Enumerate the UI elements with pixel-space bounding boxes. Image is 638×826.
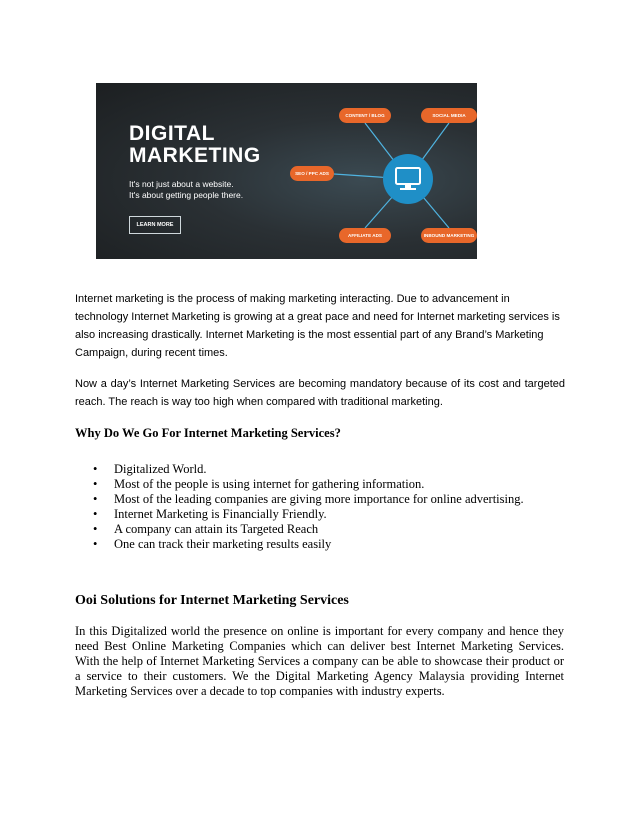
list-item: • Most of the leading companies are giving more importance for online advertising. [93, 492, 524, 507]
list-item: • Most of the people is using internet for gathering information. [93, 477, 524, 492]
section-heading-why: Why Do We Go For Internet Marketing Services? [75, 426, 341, 440]
pill-seo-ppc: SEO / PPC ADS [290, 166, 334, 181]
pill-affiliate-ads: AFFILIATE ADS [339, 228, 391, 243]
pill-social-media: SOCIAL MEDIA [421, 108, 477, 123]
intro-paragraph: Internet marketing is the process of making marketing interacting. Due to advancement in technology Internet Marketing is growing at a great pace and need for Internet marketing services is also increasing drastically. Internet Marketing is the most essential part of any Brand’s Marketing Campaign, during recent times. [75, 293, 560, 359]
list-item: • One can track their marketing results easily [93, 537, 524, 552]
learn-more-button[interactable]: LEARN MORE [129, 216, 181, 234]
hero-banner-image [96, 83, 477, 259]
pill-inbound-marketing: INBOUND MARKETING [421, 228, 477, 243]
list-item: • Digitalized World. [93, 462, 524, 477]
banner-title: DIGITAL MARKETING [129, 122, 261, 167]
second-paragraph: Now a day’s Internet Marketing Services are becoming mandatory because of its cost and targeted reach. The reach is way too high when compared with traditional marketing. [75, 378, 565, 408]
list-item: • A company can attain its Targeted Reach [93, 522, 524, 537]
banner-subtitle: It's not just about a website. It's about getting people there. [129, 179, 244, 200]
center-hub [383, 154, 433, 204]
reasons-list [93, 462, 524, 552]
pill-content-blog: CONTENT / BLOG [339, 108, 391, 123]
list-item: • Internet Marketing is Financially Friendly. [93, 507, 524, 522]
ooi-paragraph: In this Digitalized world the presence on online is important for every company and hence they need Best Online Marketing Companies which can deliver best Internet Marketing Services. With the help of Internet Marketing Services a company can be able to showcase their product or a service to their customers. We the Digital Marketing Agency Malaysia providing Internet Marketing Services over a decade to top companies with industry experts. [75, 624, 564, 698]
section-heading-ooi: Ooi Solutions for Internet Marketing Services [75, 593, 349, 608]
